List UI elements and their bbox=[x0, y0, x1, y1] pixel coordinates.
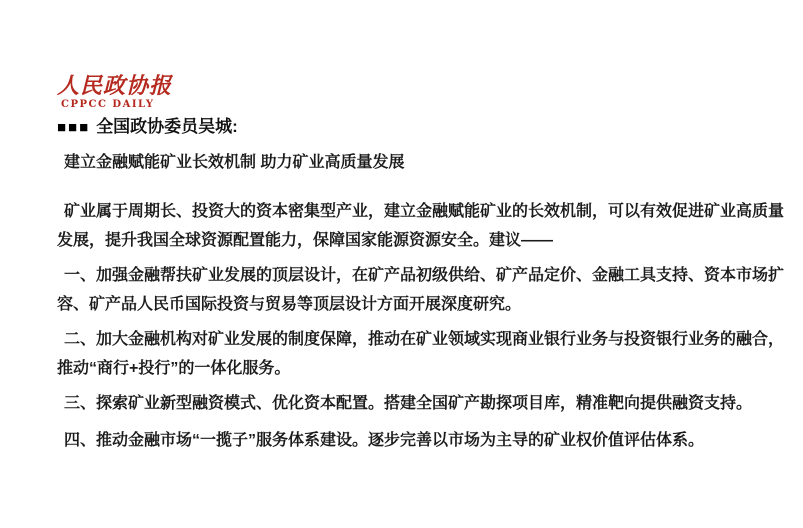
article-paragraph: 二、加大金融机构对矿业发展的制度保障，推动在矿业领域实现商业银行业务与投资银行业务的融合，推动“商行+投行”的一体化服务。 bbox=[57, 331, 785, 377]
byline-author: 全国政协委员吴城: bbox=[96, 117, 238, 136]
article-title: 建立金融赋能矿业长效机制 助力矿业高质量发展 bbox=[64, 154, 405, 171]
logo-chinese-text: 人民政协报 bbox=[57, 73, 173, 99]
byline-squares-icon: ■■■ bbox=[57, 119, 91, 136]
cppcc-daily-logo bbox=[57, 74, 787, 111]
byline bbox=[57, 117, 787, 138]
article-body bbox=[57, 197, 787, 455]
article-paragraph: 三、探索矿业新型融资模式、优化资本配置。搭建全国矿产勘探项目库，精准靶向提供融资支持。 bbox=[64, 395, 753, 412]
logo-english-text: CPPCC DAILY bbox=[61, 99, 155, 110]
article-paragraph: 矿业属于周期长、投资大的资本密集型产业，建立金融赋能矿业的长效机制，可以有效促进矿业高质量发展，提升我国全球资源配置能力，保障国家能源资源安全。建议—— bbox=[57, 203, 785, 249]
article-paragraph: 一、加强金融帮扶矿业发展的顶层设计，在矿产品初级供给、矿产品定价、金融工具支持、资本市场扩容、矿产品人民币国际投资与贸易等顶层设计方面开展深度研究。 bbox=[57, 267, 785, 313]
article-paragraph: 四、推动金融市场“一揽子”服务体系建设。逐步完善以市场为主导的矿业权价值评估体系。 bbox=[64, 432, 705, 449]
